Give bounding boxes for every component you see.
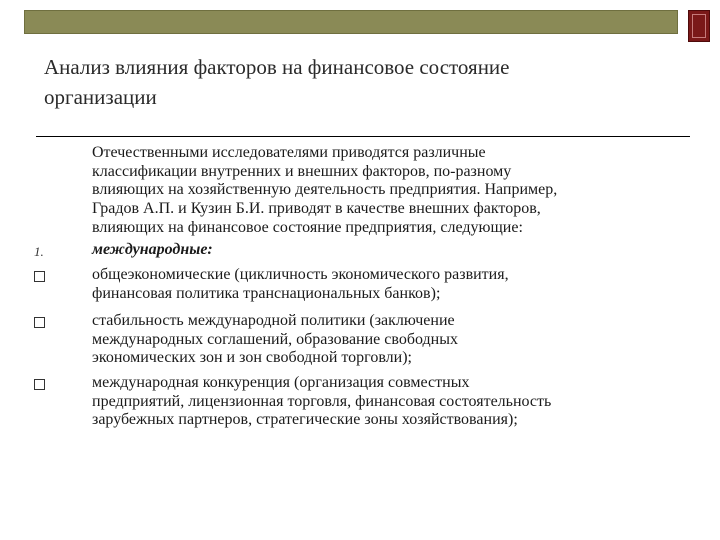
bullet-line: экономических зон и зон свободной торговли);	[92, 349, 412, 367]
page-title	[44, 52, 664, 112]
bullet-item	[92, 312, 712, 368]
numbered-marker: 1.	[34, 244, 44, 259]
title-line-2: организации	[44, 85, 157, 109]
bullet-item	[92, 266, 712, 303]
bullet-line: стабильность международной политики (заключение	[92, 312, 455, 329]
bullet-line: предприятий, лицензионная торговля, финансовая состоятельность	[92, 392, 552, 410]
top-decorative-bar	[24, 10, 678, 34]
bullet-item	[92, 374, 712, 430]
corner-decorative-box	[688, 10, 710, 42]
bullet-line: финансовая политика транснациональных банков);	[92, 284, 441, 302]
title-divider	[36, 136, 690, 137]
bullet-line: международная конкуренция (организация совместных	[92, 374, 470, 391]
intro-line: Градов А.П. и Кузин Б.И. приводят в качестве внешних факторов,	[92, 200, 541, 218]
intro-paragraph	[92, 144, 712, 238]
intro-line: Отечественными исследователями приводятся различные	[92, 144, 486, 161]
numbered-item-text: международные:	[92, 241, 213, 258]
bullet-line: зарубежных партнеров, стратегические зоны хозяйствования);	[92, 411, 518, 429]
bullet-line: международных соглашений, образование свободных	[92, 330, 458, 348]
intro-line: влияющих на финансовое состояние предприятия, следующие:	[92, 218, 523, 236]
title-line-1: Анализ влияния факторов на финансовое состояние	[44, 55, 510, 79]
intro-line: влияющих на хозяйственную деятельность предприятия. Например,	[92, 181, 558, 199]
intro-line: классификации внутренних и внешних факторов, по-разному	[92, 162, 512, 180]
bullet-box-icon	[34, 317, 45, 328]
bullet-box-icon	[34, 271, 45, 282]
corner-box-inner	[692, 14, 706, 38]
bullet-box-icon	[34, 379, 45, 390]
bullet-line: общеэкономические (цикличность экономического развития,	[92, 266, 509, 283]
